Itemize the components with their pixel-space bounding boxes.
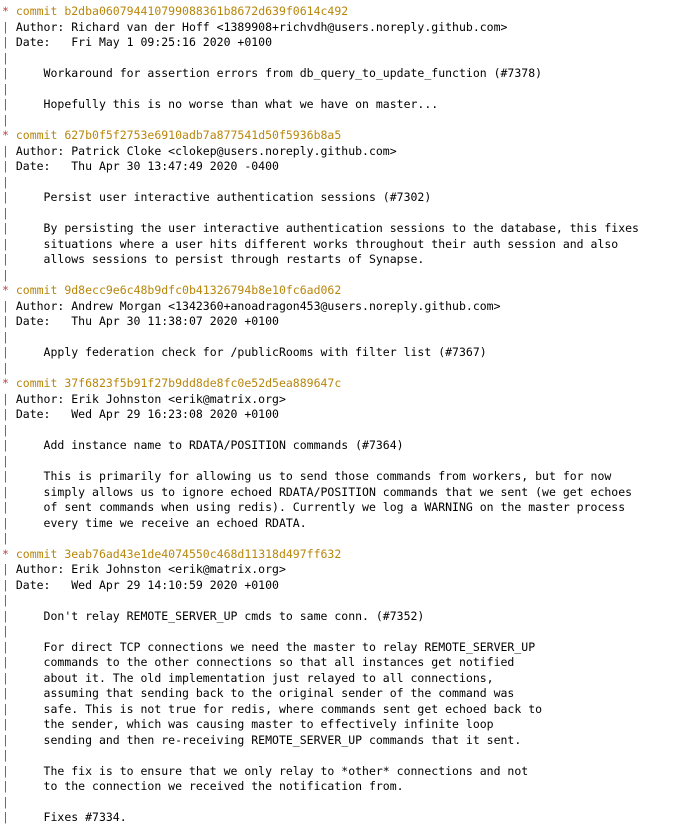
log-body-line: [0, 190, 692, 206]
commit-line: [0, 376, 692, 392]
log-body-line: [0, 810, 692, 826]
commit-keyword: commit: [15, 376, 65, 390]
graph-line-marker: |: [2, 717, 16, 731]
log-body-line: [0, 221, 692, 237]
log-body-line: [0, 51, 692, 67]
log-body-line: [0, 686, 692, 702]
log-body-line: [0, 66, 692, 82]
log-body-line: [0, 516, 692, 532]
graph-line-marker: |: [2, 624, 16, 638]
log-body-line: [0, 454, 692, 470]
body-text: situations where a user hits different works throughout their auth session and also: [15, 236, 619, 251]
graph-line-marker: |: [2, 407, 16, 421]
commit-keyword: commit: [15, 4, 65, 18]
author-line: [0, 562, 692, 578]
body-text: the sender, which was causing master to effectively infinite loop: [15, 717, 494, 731]
graph-line-marker: |: [2, 97, 16, 111]
graph-line-marker: |: [2, 469, 16, 483]
author-line: [0, 392, 692, 408]
graph-line-marker: |: [2, 608, 16, 623]
log-body-line: [0, 748, 692, 764]
body-text: every time we receive an echoed RDATA.: [15, 515, 307, 530]
log-body-line: [0, 206, 692, 222]
graph-line-marker: |: [2, 593, 16, 607]
commit-hash: 9d8ecc9e6c48b9dfc0b41326794b8e10fc6ad062: [64, 283, 342, 297]
body-text: Don't relay REMOTE_SERVER_UP cmds to same conn. (#7352): [15, 608, 425, 623]
author-text: Author: Patrick Cloke <clokep@users.noreply.github.com>: [15, 143, 397, 158]
commit-keyword: commit: [15, 546, 65, 561]
log-body-line: [0, 485, 692, 501]
log-body-line: [0, 500, 692, 516]
graph-line-marker: |: [2, 252, 16, 266]
graph-line-marker: |: [2, 484, 16, 499]
graph-line-marker: |: [2, 190, 16, 204]
commit-line: [0, 547, 692, 563]
date-line: [0, 159, 692, 175]
graph-line-marker: |: [2, 329, 16, 344]
graph-line-marker: |: [2, 236, 16, 251]
body-text: Apply federation check for /publicRooms with filter list (#7367): [15, 345, 487, 359]
graph-line-marker: |: [2, 794, 16, 809]
body-text: The fix is to ensure that we only relay to *other* connections and not: [15, 763, 529, 778]
body-text: Add instance name to RDATA/POSITION commands (#7364): [15, 438, 404, 452]
log-body-line: [0, 593, 692, 609]
log-body-line: [0, 97, 692, 113]
graph-line-marker: |: [2, 655, 16, 669]
body-text: sending and then re-receiving REMOTE_SERVER_UP commands that it sent.: [15, 732, 522, 747]
graph-commit-marker: *: [2, 546, 16, 561]
graph-line-marker: |: [2, 66, 16, 80]
graph-line-marker: |: [2, 438, 16, 452]
graph-line-marker: |: [2, 779, 16, 793]
author-line: [0, 20, 692, 36]
graph-line-marker: |: [2, 391, 16, 406]
graph-line-marker: |: [2, 143, 16, 158]
graph-line-marker: |: [2, 314, 16, 328]
date-line: [0, 407, 692, 423]
log-body-line: [0, 345, 692, 361]
graph-line-marker: |: [2, 531, 16, 545]
log-body-line: [0, 175, 692, 191]
body-text: Hopefully this is no worse than what we have on master...: [15, 97, 439, 111]
body-text: assuming that sending back to the original sender of the command was: [15, 686, 515, 700]
graph-line-marker: |: [2, 732, 16, 747]
commit-line: [0, 283, 692, 299]
body-text: to the connection we received the notification from.: [15, 779, 404, 793]
log-body-line: [0, 609, 692, 625]
commit-keyword: commit: [15, 128, 65, 142]
log-body-line: [0, 717, 692, 733]
date-text: Date: Wed Apr 29 14:10:59 2020 +0100: [15, 577, 279, 592]
author-text: Author: Erik Johnston <erik@matrix.org>: [15, 562, 286, 576]
log-body-line: [0, 702, 692, 718]
date-line: [0, 578, 692, 594]
graph-line-marker: |: [2, 763, 16, 778]
body-text: simply allows us to ignore echoed RDATA/POSITION commands that we sent (we get echoes: [15, 484, 633, 499]
graph-commit-marker: *: [2, 376, 16, 390]
log-body-line: [0, 531, 692, 547]
graph-line-marker: |: [2, 422, 16, 437]
graph-line-marker: |: [2, 205, 16, 220]
commit-keyword: commit: [15, 283, 65, 297]
commit-hash: b2dba060794410799088361b8672d639f0614c492: [64, 4, 349, 18]
body-text: For direct TCP connections we need the master to relay REMOTE_SERVER_UP: [15, 639, 536, 654]
graph-line-marker: |: [2, 686, 16, 700]
log-body-line: [0, 252, 692, 268]
log-body-line: [0, 268, 692, 284]
graph-line-marker: |: [2, 562, 16, 576]
author-line: [0, 144, 692, 160]
log-body-line: [0, 330, 692, 346]
body-text: commands to the other connections so that all instances get notified: [15, 655, 515, 669]
log-body-line: [0, 624, 692, 640]
log-body-line: [0, 237, 692, 253]
graph-line-marker: |: [2, 50, 16, 65]
log-body-line: [0, 795, 692, 811]
commit-line: [0, 4, 692, 20]
body-text: This is primarily for allowing us to send those commands from workers, but for now: [15, 469, 612, 483]
graph-line-marker: |: [2, 500, 16, 514]
log-body-line: [0, 764, 692, 780]
graph-commit-marker: *: [2, 283, 16, 297]
log-body-line: [0, 82, 692, 98]
graph-line-marker: |: [2, 453, 16, 468]
body-text: about it. The old implementation just relayed to all connections,: [15, 670, 494, 685]
graph-line-marker: |: [2, 515, 16, 530]
graph-line-marker: |: [2, 810, 16, 824]
log-body-line: [0, 733, 692, 749]
graph-line-marker: |: [2, 35, 16, 49]
body-text: Fixes #7334.: [15, 810, 127, 824]
graph-line-marker: |: [2, 298, 16, 313]
commit-line: [0, 128, 692, 144]
graph-line-marker: |: [2, 81, 16, 96]
commit-hash: 37f6823f5b91f27b9dd8de8fc0e52d5ea889647c: [64, 376, 342, 390]
graph-line-marker: |: [2, 701, 16, 716]
log-body-line: [0, 469, 692, 485]
date-text: Date: Thu Apr 30 11:38:07 2020 +0100: [15, 314, 279, 328]
body-text: allows sessions to persist through restarts of Synapse.: [15, 252, 425, 266]
log-body-line: [0, 423, 692, 439]
graph-commit-marker: *: [2, 128, 16, 142]
graph-line-marker: |: [2, 112, 16, 127]
graph-line-marker: |: [2, 159, 16, 173]
log-body-line: [0, 655, 692, 671]
date-line: [0, 314, 692, 330]
body-text: of sent commands when using redis). Currently we log a WARNING on the master process: [15, 500, 626, 514]
author-line: [0, 299, 692, 315]
author-text: Author: Andrew Morgan <1342360+anoadragon453@users.noreply.github.com>: [15, 298, 501, 313]
graph-line-marker: |: [2, 639, 16, 654]
graph-line-marker: |: [2, 19, 16, 34]
graph-line-marker: |: [2, 345, 16, 359]
graph-line-marker: |: [2, 360, 16, 375]
graph-commit-marker: *: [2, 4, 16, 18]
log-body-line: [0, 640, 692, 656]
commit-hash: 627b0f5f2753e6910adb7a877541d50f5936b8a5: [64, 128, 342, 142]
author-text: Author: Erik Johnston <erik@matrix.org>: [15, 391, 286, 406]
body-text: safe. This is not true for redis, where commands sent get echoed back to: [15, 701, 543, 716]
graph-line-marker: |: [2, 221, 16, 235]
date-text: Date: Thu Apr 30 13:47:49 2020 -0400: [15, 159, 279, 173]
log-body-line: [0, 438, 692, 454]
graph-line-marker: |: [2, 670, 16, 685]
log-body-line: [0, 671, 692, 687]
body-text: Workaround for assertion errors from db_query_to_update_function (#7378): [15, 66, 543, 80]
date-line: [0, 35, 692, 51]
body-text: By persisting the user interactive authentication sessions to the database, this fixes: [15, 221, 639, 235]
graph-line-marker: |: [2, 577, 16, 592]
graph-line-marker: |: [2, 748, 16, 762]
author-text: Author: Richard van der Hoff <1389908+richvdh@users.noreply.github.com>: [15, 19, 508, 34]
body-text: Persist user interactive authentication sessions (#7302): [15, 190, 432, 204]
graph-line-marker: |: [2, 267, 16, 282]
log-body-line: [0, 361, 692, 377]
log-body-line: [0, 113, 692, 129]
date-text: Date: Wed Apr 29 16:23:08 2020 +0100: [15, 407, 279, 421]
log-body-line: [0, 779, 692, 795]
graph-line-marker: |: [2, 174, 16, 189]
date-text: Date: Fri May 1 09:25:16 2020 +0100: [15, 35, 273, 49]
commit-hash: 3eab76ad43e1de4074550c468d11318d497ff632: [64, 546, 342, 561]
